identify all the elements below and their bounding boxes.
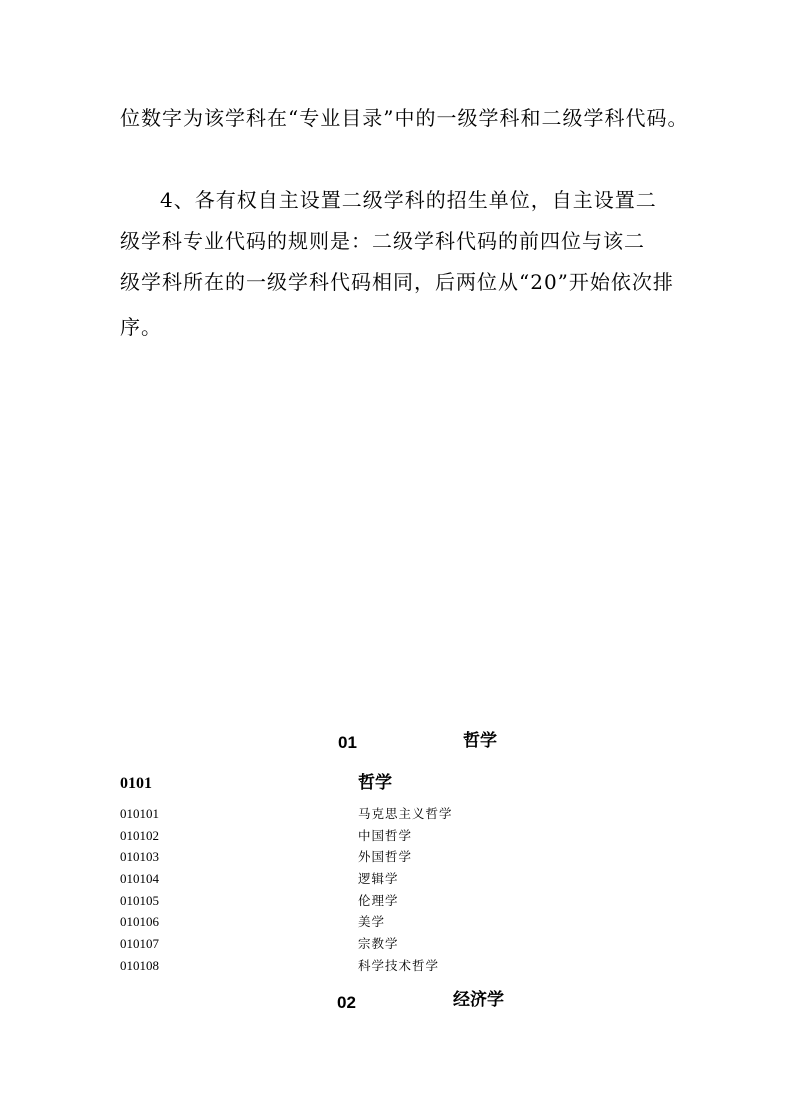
- list-item: [120, 893, 620, 915]
- second-level-name: 伦理学: [358, 892, 399, 908]
- second-level-name: 外国哲学: [358, 849, 413, 865]
- second-level-code: 010104: [120, 871, 159, 887]
- second-level-name: 逻辑学: [358, 871, 399, 887]
- second-level-code: 010107: [120, 936, 159, 952]
- list-item: [120, 958, 620, 980]
- second-level-name: 马克思主义哲学: [358, 806, 453, 821]
- category-code: 01: [338, 733, 357, 752]
- list-item: [120, 806, 620, 828]
- list-item: [120, 914, 620, 936]
- second-level-code: 010105: [120, 892, 159, 908]
- second-level-list: [120, 806, 620, 980]
- list-item: [120, 849, 620, 871]
- second-level-code: 010103: [120, 849, 159, 865]
- second-level-code: 010101: [120, 806, 159, 821]
- rule-4-line-3: 级学科所在的一级学科代码相同，后两位从“20”开始依次排: [120, 270, 674, 294]
- list-item: [120, 871, 620, 893]
- list-item: [120, 936, 620, 958]
- category-code: 02: [337, 993, 356, 1012]
- second-level-code: 010102: [120, 827, 159, 843]
- second-level-name: 中国哲学: [358, 827, 413, 843]
- list-item: [120, 828, 620, 850]
- first-level-code: 0101: [120, 775, 152, 792]
- second-level-name: 科学技术哲学: [358, 957, 440, 973]
- category-name: 哲学: [463, 731, 497, 751]
- paragraph-tail: 位数字为该学科在“专业目录”中的一级学科和二级学科代码。: [120, 106, 689, 130]
- first-level-name: 哲学: [358, 773, 392, 793]
- second-level-code: 010108: [120, 957, 159, 973]
- rule-4-line-4: 序。: [120, 315, 162, 339]
- second-level-code: 010106: [120, 914, 159, 930]
- rule-4-line-1: 4、各有权自主设置二级学科的招生单位，自主设置二: [160, 188, 657, 212]
- rule-4-line-2: 级学科专业代码的规则是：二级学科代码的前四位与该二: [120, 229, 645, 253]
- second-level-name: 美学: [358, 914, 386, 930]
- second-level-name: 宗教学: [358, 936, 399, 952]
- category-name: 经济学: [453, 990, 504, 1010]
